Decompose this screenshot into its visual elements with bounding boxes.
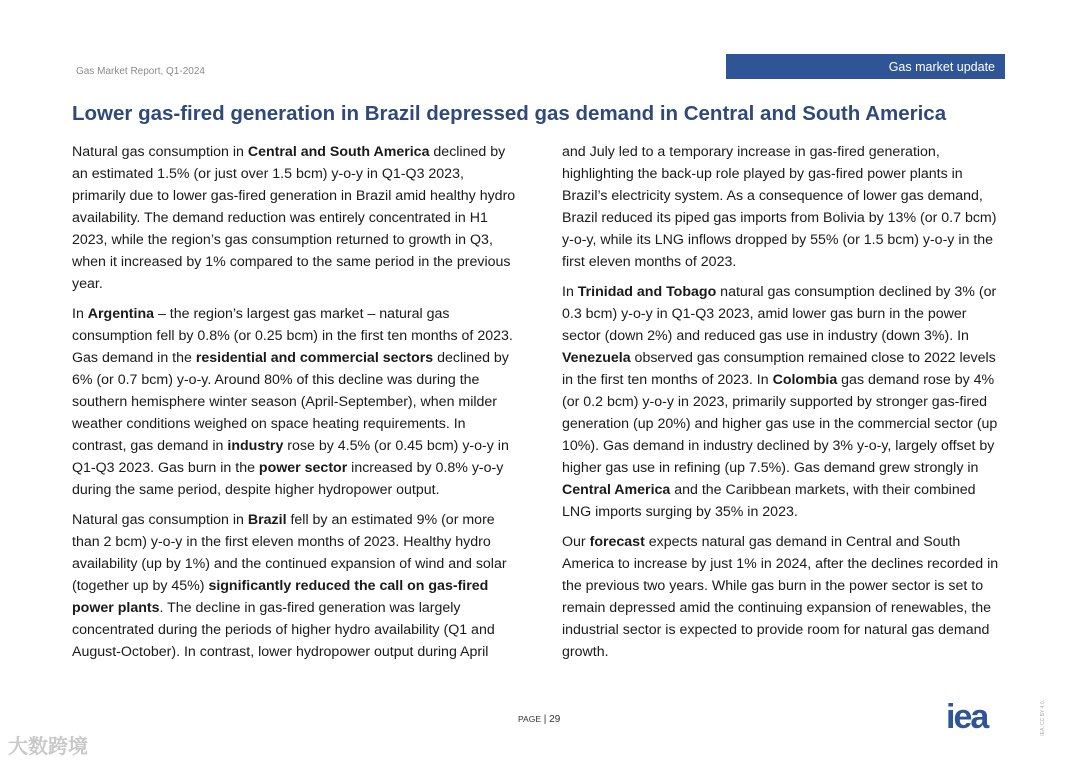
bold-text: Colombia: [772, 372, 838, 388]
paragraph: [72, 141, 520, 295]
text: observed gas consumption remained close to 2022 levels in the first ten months of 2023. In: [562, 350, 996, 388]
paragraph: [562, 141, 1008, 273]
bold-text: Brazil: [247, 512, 287, 528]
iea-logo: iea: [946, 698, 988, 736]
text: In: [562, 284, 578, 300]
text: natural gas consumption declined by 3% (or 0.3 bcm) y-o-y in Q1-Q3 2023, amid lower gas burn in the power sector (down 2%) and reduced gas use in industry (down 3%). In: [562, 284, 997, 344]
paragraph: [562, 281, 1008, 523]
bold-text: power sector: [258, 460, 348, 476]
bold-text: residential and commercial sectors: [195, 350, 434, 366]
bold-text: Trinidad and Tobago: [577, 284, 717, 300]
paragraph: [562, 531, 1008, 663]
page-number-value: 29: [549, 714, 561, 725]
page-label: PAGE: [518, 714, 541, 724]
text: declined by an estimated 1.5% (or just over 1.5 bcm) y-o-y in Q1-Q3 2023, primarily due to lower gas-fired generation in Brazil amid healthy hydro availability. The demand reduction was entirely concentrated in H1 2023, while the region’s gas consumption returned to growth in Q3, when it increased by 1% compared to the same period in the previous year.: [72, 144, 516, 292]
text: Natural gas consumption in: [72, 144, 248, 160]
license-note: IEA. CC BY 4.0.: [1040, 700, 1046, 736]
text: expects natural gas demand in Central and South America to increase by just 1% in 2024, after the declines recorded in the previous two years. While gas burn in the power sector is set to remain depressed amid the continuing expansion of renewables, the industrial sector is expected to provide room for natural gas demand growth.: [562, 534, 999, 660]
text: rose by 4.5% (or 0.45 bcm) y-o-y in Q1-Q3 2023. Gas burn in the: [72, 438, 509, 476]
text: . The decline in gas-fired generation was largely concentrated during the periods of higher hydro availability (Q1 and August-October). In contrast, lower hydropower output during April: [72, 600, 495, 660]
watermark: 大数跨境: [8, 736, 88, 758]
bold-text: Central America: [562, 482, 671, 498]
text: Our: [562, 534, 590, 550]
report-name: Gas Market Report, Q1-2024: [76, 66, 205, 77]
text: gas demand rose by 4% (or 0.2 bcm) y-o-y in 2023, primarily supported by stronger gas-fired generation (up 20%) and higher gas use in the commercial sector (up 10%). Gas demand in industry declined by 3% y-o-y, largely offset by higher gas use in refining (up 7.5%). Gas demand grew strongly in: [562, 372, 998, 476]
text: declined by 6% (or 0.7 bcm) y-o-y. Around 80% of this decline was during the southern hemisphere winter season (April-September), when milder weather conditions weighed on space heating requirements. In contrast, gas demand in: [72, 350, 509, 454]
paragraph: [72, 303, 520, 501]
text: Natural gas consumption in: [72, 512, 248, 528]
bold-text: forecast: [589, 534, 645, 550]
bold-text: significantly reduced the call on gas-fired power plants: [72, 578, 489, 616]
text: fell by an estimated 9% (or more than 2 bcm) y-o-y in the first eleven months of 2023. Healthy hydro availability (up by 1%) and the continued expansion of wind and solar (together up by 45%): [72, 512, 507, 594]
text-column-right: [562, 141, 1008, 671]
text: In: [72, 306, 88, 322]
text-column-left: [72, 141, 520, 671]
paragraph: [72, 509, 520, 663]
text: – the region’s largest gas market – natural gas consumption fell by 0.8% (or 0.25 bcm) in the first ten months of 2023. Gas demand in the: [72, 306, 513, 366]
text: increased by 0.8% y-o-y during the same period, despite higher hydropower output.: [72, 460, 504, 498]
bold-text: Venezuela: [562, 350, 631, 366]
bold-text: Argentina: [87, 306, 154, 322]
bold-text: industry: [227, 438, 284, 454]
page-title: Lower gas-fired generation in Brazil depressed gas demand in Central and South America: [72, 102, 947, 125]
bold-text: Central and South America: [247, 144, 430, 160]
page-number: PAGE | 29: [518, 714, 561, 725]
section-tab: Gas market update: [726, 54, 1005, 79]
text: and the Caribbean markets, with their combined LNG imports surging by 35% in 2023.: [562, 482, 976, 520]
text: and July led to a temporary increase in gas-fired generation, highlighting the back-up role played by gas-fired power plants in Brazil’s electricity system. As a consequence of lower gas demand, Brazil reduced its piped gas imports from Bolivia by 13% (or 0.7 bcm) y-o-y, while its LNG inflows dropped by 55% (or 1.5 bcm) y-o-y in the first eleven months of 2023.: [562, 144, 997, 270]
